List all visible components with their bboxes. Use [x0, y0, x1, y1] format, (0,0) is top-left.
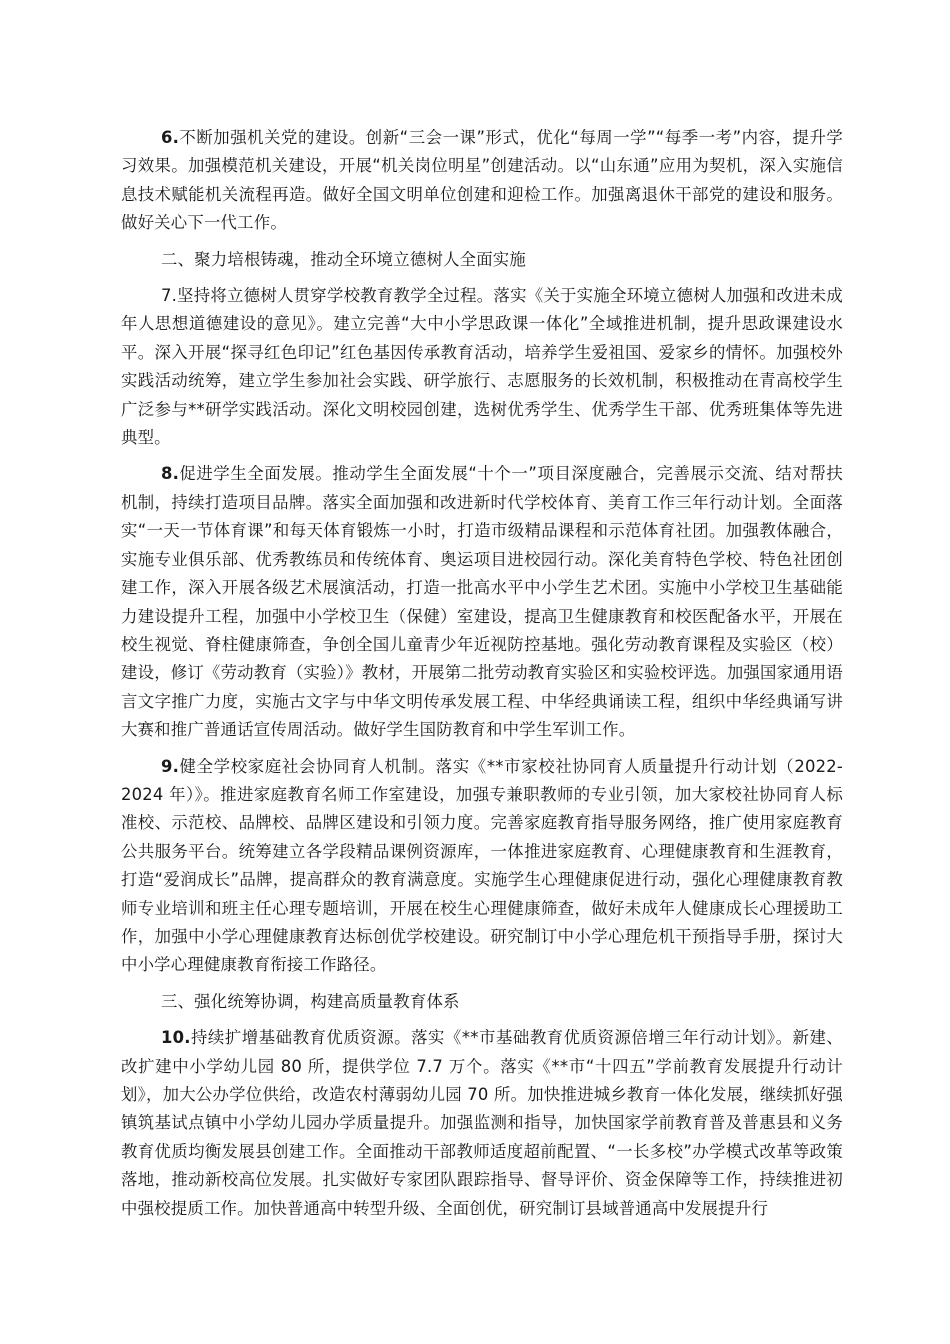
- item-9: [121, 753, 843, 980]
- item-number: 7.: [161, 286, 178, 306]
- item-10: [121, 1024, 843, 1223]
- item-number: 9.: [161, 756, 180, 776]
- item-text: 促进学生全面发展。推动学生全面发展“十个一”项目深度融合，完善展示交流、结对帮扶机制，持续打造项目品牌。落实全面加强和改进新时代学校体育、美育工作三年行动计划。全面落实“一天一节体育课”和每天体育锻炼一小时，打造市级精品课程和示范体育社团。加强教体融合，实施专业俱乐部、优秀教练员和传统体育、奥运项目进校园行动。深化美育特色学校、特色社团创建工作，深入开展各级艺术展演活动，打造一批高水平中小学生艺术团。实施中小学校卫生基础能力建设提升工程，加强中小学校卫生（保健）室建设，提高卫生健康教育和校医配备水平，开展在校生视觉、脊柱健康筛查，争创全国儿童青少年近视防控基地。强化劳动教育课程及实验区（校）建设，修订《劳动教育（实验）》教材，开展第二批劳动教育实验区和实验校评选。加强国家通用语言文字推广力度，实施古文字与中华文明传承发展工程、中华经典诵读工程，组织中华经典诵写讲大赛和推广普通话宣传周活动。做好学生国防教育和中学生军训工作。: [121, 464, 843, 740]
- item-text: 坚持将立德树人贯穿学校教育教学全过程。落实《关于实施全环境立德树人加强和改进未成年人思想道德建设的意见》。建立完善“大中小学思政课一体化”全域推进机制，提升思政课建设水平。深入开展“探寻红色印记”红色基因传承教育活动，培养学生爱祖国、爱家乡的情怀。加强校外实践活动统筹，建立学生参加社会实践、研学旅行、志愿服务的长效机制，积极推动在青高校学生广泛参与**研学实践活动。深化文明校园创建，选树优秀学生、优秀学生干部、优秀班集体等先进典型。: [121, 286, 843, 448]
- item-number: 8.: [161, 464, 180, 484]
- item-8: [121, 460, 843, 744]
- section-heading-3: 三、强化统筹协调，构建高质量教育体系: [161, 991, 460, 1011]
- item-number: 6.: [161, 128, 180, 147]
- item-7: [121, 282, 843, 452]
- item-text: 持续扩增基础教育优质资源。落实《**市基础教育优质资源倍增三年行动计划》。新建、改扩建中小学幼儿园 80 所，提供学位 7.7 万个。落实《**市“十四五”学前教育发展提升行动计划》，加大公办学位供给，改造农村薄弱幼儿园 70 所。加快推进城乡教育一体化发展，继续抓好强镇筑基试点镇中小学幼儿园办学质量提升。加强监测和指导，加快国家学前教育普及普惠县和义务教育优质均衡发展县创建工作。全面推动干部教师适度超前配置、“一长多校”办学模式改革等政策落地，推动新校高位发展。扎实做好专家团队跟踪指导、督导评价、资金保障等工作，持续推进初中强校提质工作。加快普通高中转型升级、全面创优，研究制订县域普通高中发展提升行: [121, 1028, 843, 1218]
- item-6: [121, 124, 843, 238]
- item-text: 不断加强机关党的建设。创新“三会一课”形式，优化“每周一学”“每季一考”内容，提升学习效果。加强模范机关建设，开展“机关岗位明星”创建活动。以“山东通”应用为契机，深入实施信息技术赋能机关流程再造。做好全国文明单位创建和迎检工作。加强离退休干部党的建设和服务。做好关心下一代工作。: [121, 128, 843, 233]
- document-body: [121, 124, 843, 1231]
- item-text: 健全学校家庭社会协同育人机制。落实《**市家校社协同育人质量提升行动计划（2022-2024 年）》。推进家庭教育名师工作室建设，加强专兼职教师的专业引领，加大家校社协同育人标准校、示范校、品牌校、品牌区建设和引领力度。完善家庭教育指导服务网络，推广使用家庭教育公共服务平台。统筹建立各学段精品课例资源库，一体推进家庭教育、心理健康教育和生涯教育，打造“爱润成长”品牌，提高群众的教育满意度。实施学生心理健康促进行动，强化心理健康教育教师专业培训和班主任心理专题培训，开展在校生心理健康筛查，做好未成年人健康成长心理援助工作，加强中小学心理健康教育达标创优学校建设。研究制订中小学心理危机干预指导手册，探讨大中小学心理健康教育衔接工作路径。: [121, 756, 843, 975]
- item-number: 10.: [161, 1028, 191, 1048]
- section-heading-2: 二、聚力培根铸魂，推动全环境立德树人全面实施: [161, 249, 526, 269]
